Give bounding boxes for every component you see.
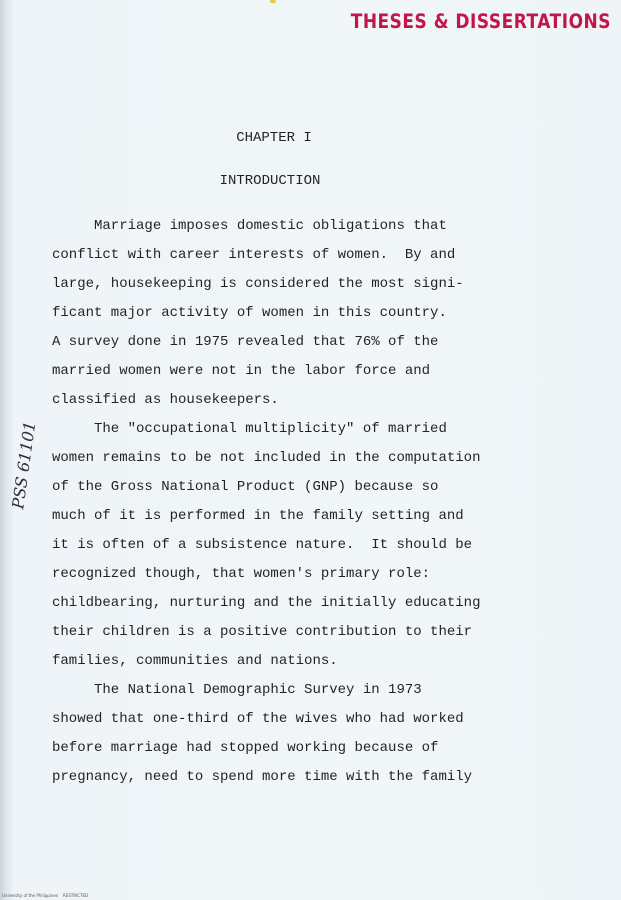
text-line: large, housekeeping is considered the most signi-	[52, 276, 464, 292]
text-line: married women were not in the labor force and	[52, 363, 431, 379]
text-line: before marriage had stopped working because of	[52, 740, 439, 756]
text-line: The National Demographic Survey in 1973	[52, 682, 422, 698]
collection-stamp: THESES & DISSERTATIONS	[350, 10, 611, 34]
text-line: Marriage imposes domestic obligations that	[52, 218, 447, 234]
chapter-label: CHAPTER I	[236, 130, 312, 146]
text-line: childbearing, nurturing and the initially educating	[52, 595, 481, 611]
text-line: of the Gross National Product (GNP) because so	[52, 479, 439, 495]
text-line: it is often of a subsistence nature. It should be	[52, 537, 473, 553]
text-line: women remains to be not included in the computation	[52, 450, 481, 466]
text-line: pregnancy, need to spend more time with the family	[52, 769, 473, 785]
text-line: showed that one-third of the wives who had worked	[52, 711, 464, 727]
text-line: classified as housekeepers.	[52, 392, 279, 408]
section-title: INTRODUCTION	[219, 173, 321, 189]
text-line: conflict with career interests of women. By and	[52, 247, 456, 263]
body-text	[52, 212, 512, 792]
margin-handwritten-note	[0, 388, 40, 518]
text-line: recognized though, that women's primary role:	[52, 566, 431, 582]
text-line: their children is a positive contribution to their	[52, 624, 473, 640]
text-line: A survey done in 1975 revealed that 76% of the	[52, 334, 439, 350]
text-line: much of it is performed in the family setting and	[52, 508, 464, 524]
paper-speck	[270, 0, 276, 3]
scan-footer: University of the Philippines RESTRICTED	[2, 893, 89, 898]
text-line: families, communities and nations.	[52, 653, 338, 669]
margin-note-text: PSS 61101	[8, 420, 40, 511]
text-line: ficant major activity of women in this country.	[52, 305, 447, 321]
text-line: The "occupational multiplicity" of married	[52, 421, 447, 437]
